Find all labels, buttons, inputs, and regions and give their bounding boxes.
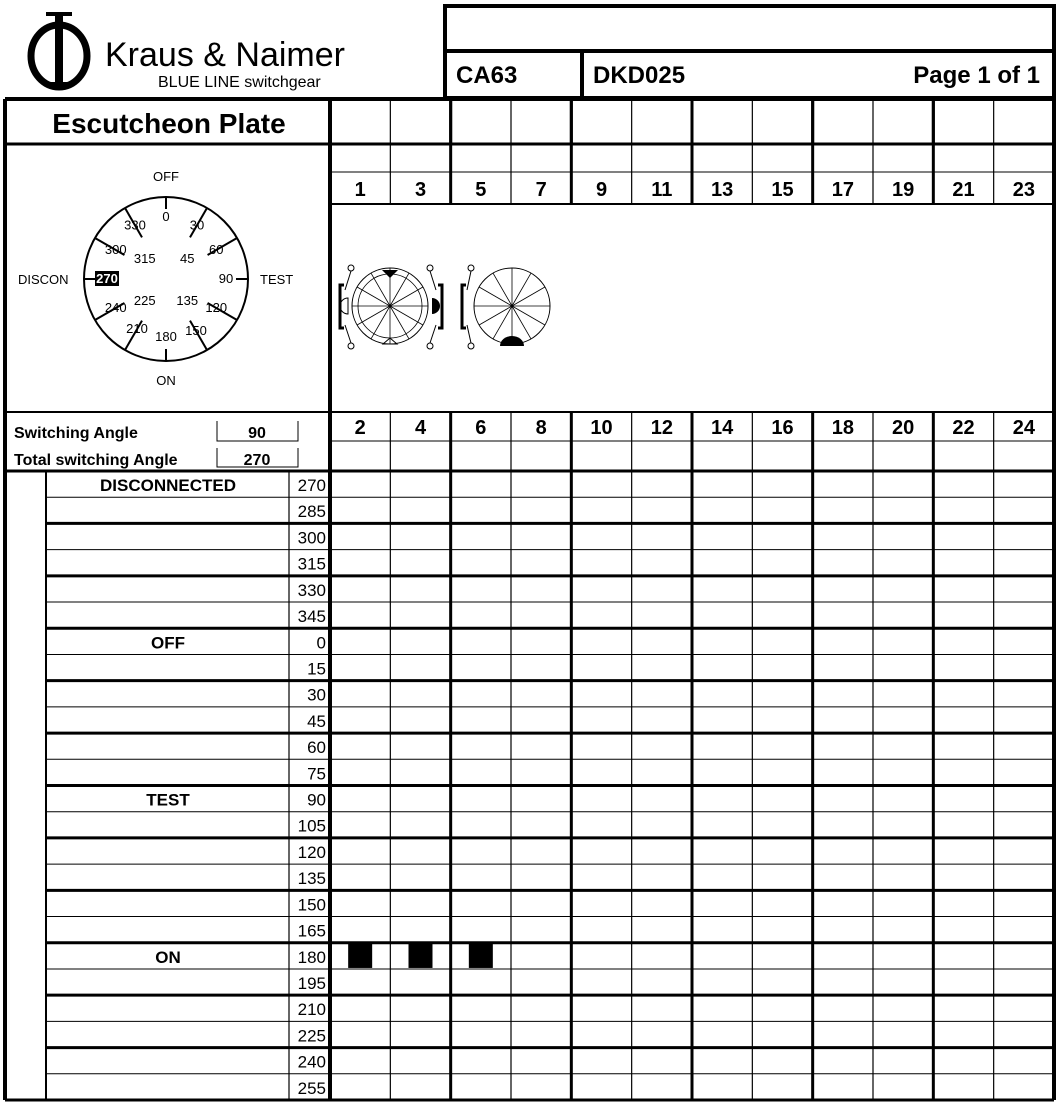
brand-tagline: BLUE LINE switchgear bbox=[158, 74, 321, 91]
position-angle: 105 bbox=[297, 816, 326, 836]
contact-diagram bbox=[340, 265, 550, 349]
dial-number: 150 bbox=[185, 322, 207, 338]
dial-number: 210 bbox=[126, 321, 148, 337]
contact-number-top: 3 bbox=[414, 179, 427, 201]
position-angle: 300 bbox=[297, 528, 326, 548]
position-angle: 315 bbox=[297, 554, 326, 574]
contact-number-bottom: 24 bbox=[1012, 417, 1035, 439]
brand-logo bbox=[31, 12, 87, 87]
position-angle: 210 bbox=[297, 1000, 326, 1020]
part-number: DKD025 bbox=[593, 62, 686, 89]
position-angle: 30 bbox=[307, 685, 326, 705]
contact-number-top: 13 bbox=[711, 179, 734, 201]
position-angle: 90 bbox=[307, 790, 326, 810]
dial-number: 315 bbox=[133, 250, 156, 266]
dial-number: 300 bbox=[104, 242, 127, 257]
position-angle: 150 bbox=[297, 895, 326, 915]
brand-name: Kraus & Naimer bbox=[105, 36, 345, 74]
contact-number-top: 9 bbox=[595, 179, 608, 201]
contact-number-top: 17 bbox=[831, 179, 854, 201]
position-angle: 225 bbox=[297, 1026, 326, 1046]
total-switching-angle-value: 270 bbox=[243, 452, 271, 469]
page-number: Page 1 of 1 bbox=[913, 62, 1040, 89]
position-name: OFF bbox=[151, 633, 185, 653]
position-name: DISCONNECTED bbox=[99, 476, 237, 495]
contact-number-bottom: 2 bbox=[354, 417, 366, 439]
switching-angle-value: 90 bbox=[248, 425, 266, 442]
dial-number: 135 bbox=[176, 293, 199, 309]
dial-label-on: ON bbox=[156, 373, 176, 388]
position-angle: 0 bbox=[316, 633, 326, 653]
contact-number-bottom: 12 bbox=[650, 417, 673, 439]
total-switching-angle-label: Total switching Angle bbox=[14, 452, 178, 469]
dial-number: 120 bbox=[205, 300, 228, 315]
position-angle: 45 bbox=[307, 711, 326, 731]
contact-number-bottom: 14 bbox=[711, 417, 734, 439]
closed-contact-mark bbox=[348, 944, 372, 968]
position-rows bbox=[46, 471, 1054, 1100]
contact-number-top: 1 bbox=[354, 179, 366, 201]
contact-number-bottom: 22 bbox=[952, 417, 975, 439]
contact-number-bottom: 8 bbox=[535, 417, 547, 439]
contact-number-top: 7 bbox=[535, 179, 547, 201]
dial-label-off: OFF bbox=[153, 169, 179, 184]
closed-contact-mark bbox=[409, 944, 433, 968]
position-angle: 345 bbox=[297, 607, 326, 627]
closed-contact-mark bbox=[469, 944, 493, 968]
dial-number: 240 bbox=[104, 300, 127, 315]
contact-number-top: 5 bbox=[475, 179, 487, 201]
position-angle: 255 bbox=[297, 1078, 326, 1098]
dial-number: 270 bbox=[96, 271, 118, 286]
contact-number-bottom: 4 bbox=[414, 417, 427, 439]
dial-number: 180 bbox=[155, 329, 177, 344]
position-angle: 165 bbox=[297, 921, 326, 941]
position-angle: 120 bbox=[297, 842, 326, 862]
dial-number: 90 bbox=[218, 271, 234, 286]
contact-number-top: 23 bbox=[1012, 179, 1035, 201]
dial-number: 225 bbox=[133, 293, 156, 309]
dial-number: 330 bbox=[124, 217, 146, 233]
position-angle: 135 bbox=[297, 869, 326, 889]
position-name: ON bbox=[155, 947, 181, 967]
contact-number-bottom: 16 bbox=[771, 417, 794, 439]
position-angle: 285 bbox=[297, 502, 326, 522]
contact-number-top: 15 bbox=[771, 179, 794, 201]
position-name: TEST bbox=[146, 790, 190, 810]
position-angle: 180 bbox=[297, 947, 326, 967]
contact-number-top: 19 bbox=[892, 179, 915, 201]
position-angle: 15 bbox=[307, 659, 326, 679]
dial-number: 30 bbox=[189, 217, 205, 233]
contact-number-top: 11 bbox=[651, 179, 673, 201]
dial-label-test: TEST bbox=[260, 272, 294, 287]
position-angle: 195 bbox=[297, 973, 326, 993]
contact-number-bottom: 20 bbox=[892, 417, 915, 439]
series-code: CA63 bbox=[456, 62, 518, 89]
dial-number: 0 bbox=[162, 209, 170, 224]
dial-label-discon: DISCON bbox=[18, 272, 69, 287]
position-angle: 270 bbox=[297, 476, 326, 495]
position-angle: 60 bbox=[307, 738, 326, 758]
contact-number-top: 21 bbox=[952, 179, 975, 201]
position-angle: 75 bbox=[307, 764, 326, 784]
dial-number: 60 bbox=[208, 242, 224, 257]
position-angle: 240 bbox=[297, 1052, 326, 1072]
section-title: Escutcheon Plate bbox=[52, 108, 286, 139]
position-angle: 330 bbox=[297, 580, 326, 600]
dial-number: 45 bbox=[179, 250, 195, 266]
switching-angle-label: Switching Angle bbox=[14, 425, 138, 442]
contact-number-bottom: 6 bbox=[475, 417, 487, 439]
escutcheon-dial bbox=[18, 169, 293, 388]
contact-number-bottom: 10 bbox=[590, 417, 613, 439]
contact-number-bottom: 18 bbox=[831, 417, 854, 439]
